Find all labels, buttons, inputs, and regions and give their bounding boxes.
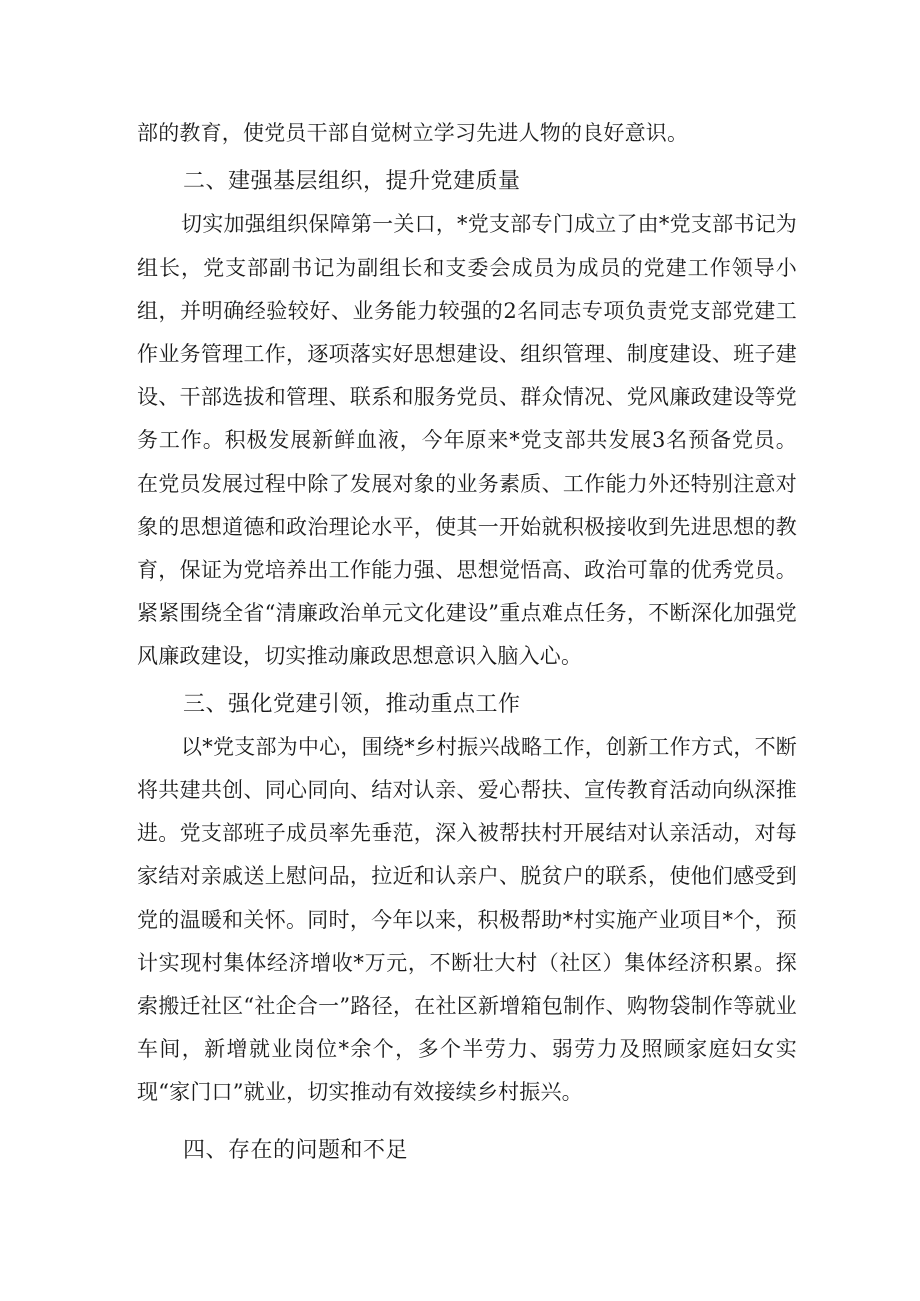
section-heading-3: 三、强化党建引领，推动重点工作 <box>183 691 521 717</box>
section-heading-4: 四、存在的问题和不足 <box>183 1137 409 1163</box>
section-2-paragraph: 切实加强组织保障第一关口，*党支部专门成立了由*党支部书记为组长，党支部副书记为副组长和支委会成员为成员的党建工作领导小组，并明确经验较好、业务能力较强的2名同志专项负责党支部党建工作业务管理工作，逐项落实好思想建设、组织管理、制度建设、班子建设、干部选拔和管理、联系和服务党员、群众情况、党风廉政建设等党务工作。积极发展新鲜血液，今年原来*党支部共发展3名预备党员。在党员发展过程中除了发展对象的业务素质、工作能力外还特别注意对象的思想道德和政治理论水平，使其一开始就积极接收到先进思想的教育，保证为党培养出工作能力强、思想觉悟高、政治可靠的优秀党员。紧紧围绕全省“清廉政治单元文化建设”重点难点任务，不断深化加强党风廉政建设，切实推动廉政思想意识入脑入心。 <box>137 212 797 669</box>
document-body <box>137 112 797 1172</box>
intro-paragraph-tail: 部的教育，使党员干部自觉树立学习先进人物的良好意识。 <box>137 121 689 145</box>
section-3-paragraph: 以*党支部为中心，围绕*乡村振兴战略工作，创新工作方式，不断将共建共创、同心同向、结对认亲、爱心帮扶、宣传教育活动向纵深推进。党支部班子成员率先垂范，深入被帮扶村开展结对认亲活动，对每家结对亲戚送上慰问品，拉近和认亲户、脱贫户的联系，使他们感受到党的温暖和关怀。同时，今年以来，积极帮助*村实施产业项目*个，预计实现村集体经济增收*万元，不断壮大村（社区）集体经济积累。探索搬迁社区“社企合一”路径，在社区新增箱包制作、购物袋制作等就业车间，新增就业岗位*余个，多个半劳力、弱劳力及照顾家庭妇女实现“家门口”就业，切实推动有效接续乡村振兴。 <box>137 734 797 1105</box>
section-heading-2: 二、建强基层组织，提升党建质量 <box>183 169 521 195</box>
